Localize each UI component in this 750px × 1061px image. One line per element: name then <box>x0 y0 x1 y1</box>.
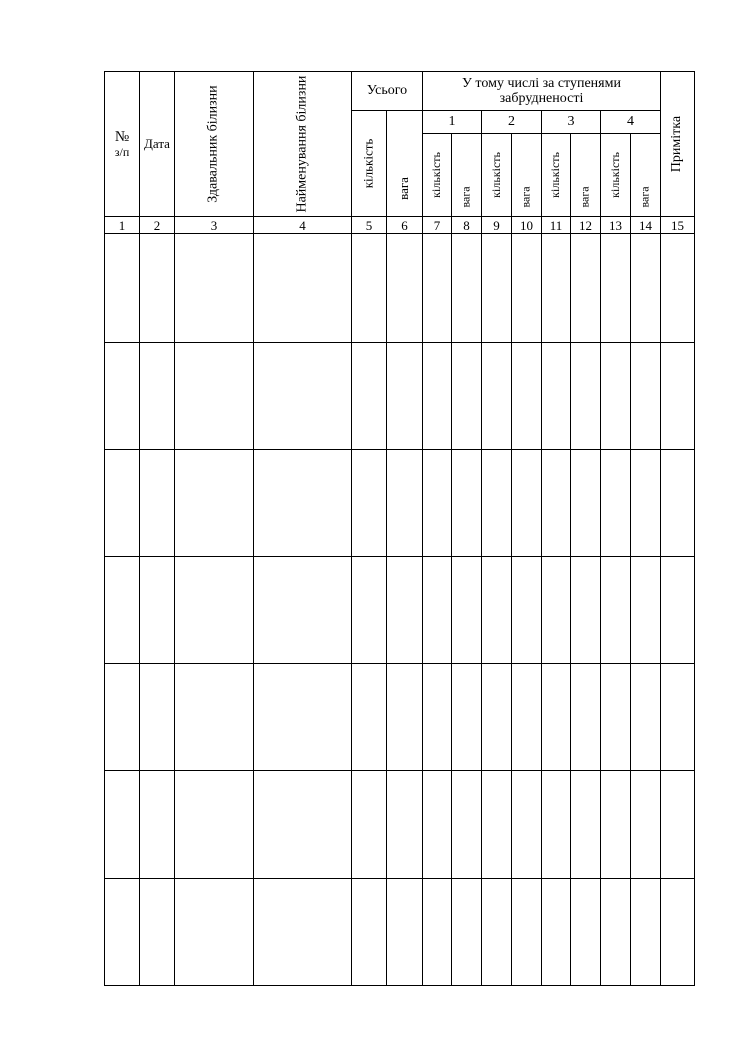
column-number: 8 <box>463 217 470 233</box>
column-number: 1 <box>118 217 126 233</box>
header-number-symbol: № <box>114 129 130 146</box>
header-note: Примітка <box>669 115 685 173</box>
table-row[interactable] <box>105 343 694 449</box>
header-degree-4: 4 <box>627 114 634 130</box>
header-total-weight: вага <box>396 176 412 200</box>
column-number: 14 <box>639 217 652 233</box>
header-item-name-line1: Найменування <box>294 125 310 213</box>
header-degree-4-quantity: кількість <box>607 152 622 198</box>
header-degree-3: 3 <box>567 114 575 130</box>
column-number: 10 <box>520 217 533 233</box>
table-row[interactable] <box>105 450 694 556</box>
header-degree-2-quantity: кількість <box>488 152 503 198</box>
column-number: 3 <box>210 217 218 233</box>
column-number: 13 <box>609 217 622 233</box>
header-degree-1: 1 <box>448 114 456 130</box>
header-degree-2-weight: вага <box>518 186 533 208</box>
column-number: 15 <box>671 217 684 233</box>
table-row[interactable] <box>105 234 694 342</box>
header-degree-3-weight: вага <box>577 186 592 208</box>
header-by-degree-line1: У тому числі за ступенями <box>462 75 621 91</box>
header-number <box>105 72 139 216</box>
header-number-sub: з/п <box>114 144 130 159</box>
header-total-quantity: кількість <box>360 138 376 189</box>
header-total: Усього <box>366 83 408 99</box>
header-deliverer <box>175 72 253 216</box>
header-deliverer-line2: білизни <box>205 85 221 132</box>
header-item-name <box>254 72 351 216</box>
column-number: 9 <box>493 217 500 233</box>
column-number: 12 <box>579 217 592 233</box>
table-bottom-border <box>104 985 695 986</box>
table-row[interactable] <box>105 771 694 878</box>
column-number: 2 <box>153 217 161 233</box>
header-degree-1-quantity: кількість <box>429 152 444 198</box>
column-number: 7 <box>433 217 441 233</box>
header-degree-4-weight: вага <box>637 186 652 208</box>
column-number: 11 <box>549 217 563 233</box>
column-number: 6 <box>401 217 408 233</box>
header-by-degree-line2: забрудненості <box>499 91 584 106</box>
table-row[interactable] <box>105 664 694 770</box>
table-row[interactable] <box>105 879 694 985</box>
header-deliverer-line1: Здавальник <box>205 134 221 203</box>
header-degree-2: 2 <box>508 114 515 130</box>
header-date: Дата <box>144 135 170 151</box>
table-right-border <box>694 71 695 986</box>
table-row[interactable] <box>105 557 694 663</box>
header-by-degree <box>423 72 660 110</box>
header-degree-3-quantity: кількість <box>548 152 563 198</box>
column-number: 5 <box>365 217 373 233</box>
header-degree-1-weight: вага <box>458 186 473 208</box>
column-number: 4 <box>299 217 306 233</box>
header-item-name-line2: білизни <box>294 75 310 122</box>
